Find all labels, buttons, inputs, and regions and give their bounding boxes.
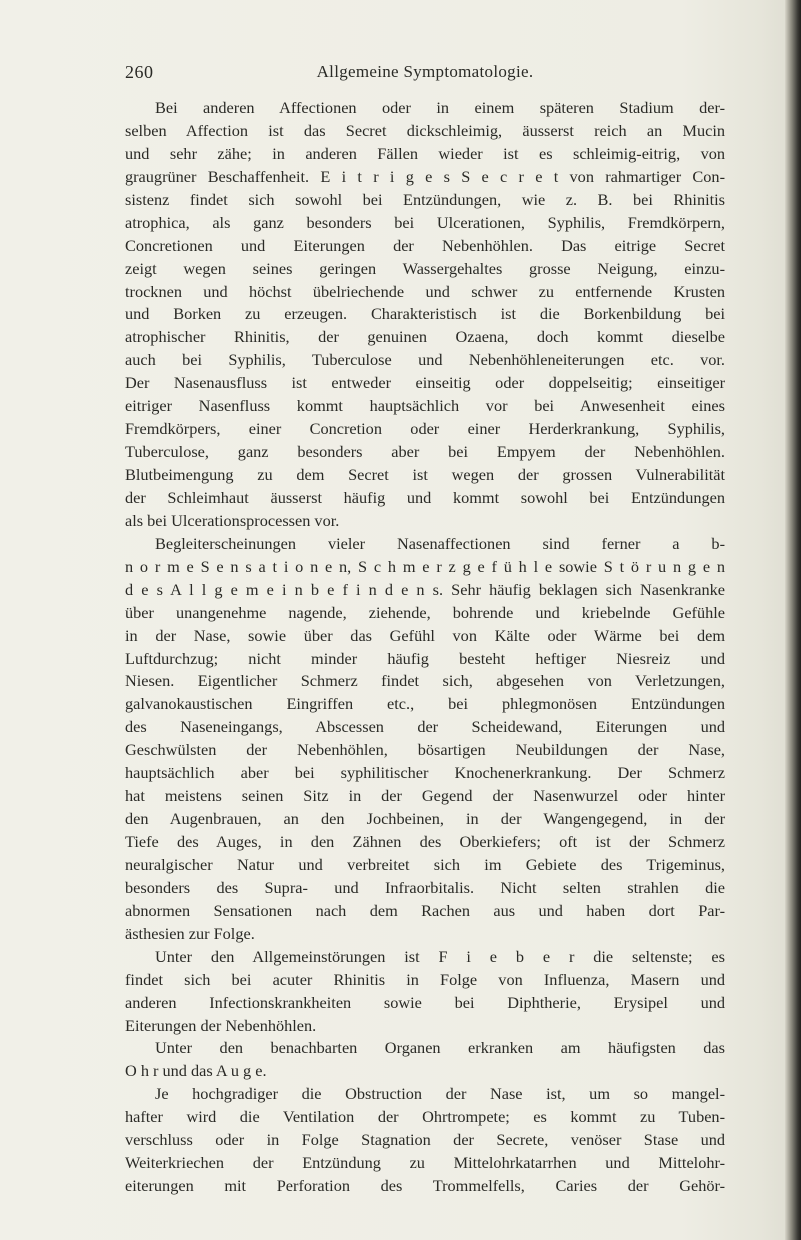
text-line: auch bei Syphilis, Tuberculose und Nebenhöhleneiterungen etc. vor. [125, 350, 725, 370]
text-line: als bei Ulcerationsprocessen vor. [125, 510, 340, 530]
text-line: eiterungen mit Perforation des Trommelfells, Caries der Gehör- [125, 1176, 725, 1196]
text-line: trocknen und höchst übelriechende und schwer zu entfernende Krusten [125, 281, 725, 301]
text-line: Unter den benachbarten Organen erkranken am häufigsten das [155, 1038, 725, 1058]
text-line: Concretionen und Eiterungen der Nebenhöhlen. Das eitrige Secret [125, 235, 725, 255]
page-edge-shadow [785, 0, 801, 1240]
text-line: über unangenehme nagende, ziehende, bohrende und kriebelnde Gefühle [125, 602, 725, 622]
text-line: n o r m e S e n s a t i o n e n, S c h m e r z g e f ü h l e sowie S t ö r u n g e n [125, 556, 725, 576]
text-line: Blutbeimengung zu dem Secret ist wegen der grossen Vulnerabilität [125, 465, 725, 484]
text-line: galvanokaustischen Eingriffen etc., bei phlegmonösen Entzündungen [125, 694, 725, 714]
text-line: eitriger Nasenfluss kommt hauptsächlich vor bei Anwesenheit eines [125, 396, 725, 416]
text-line: besonders des Supra- und Infraorbitalis. Nicht selten strahlen die [125, 877, 725, 897]
text-line: Der Nasenausfluss ist entweder einseitig oder doppelseitig; einseitiger [125, 373, 725, 393]
text-line: Eiterungen der Nebenhöhlen. [125, 1015, 317, 1035]
text-line: Tiefe des Auges, in den Zähnen des Oberkiefers; oft ist der Schmerz [125, 832, 725, 851]
text-line: Fremdkörpers, einer Concretion oder einer Herderkrankung, Syphilis, [125, 419, 725, 439]
text-line: Je hochgradiger die Obstruction der Nase ist, um so mangel- [155, 1084, 725, 1104]
text-line: atrophischer Rhinitis, der genuinen Ozaena, doch kommt dieselbe [125, 327, 725, 347]
text-line: selben Affection ist das Secret dickschleimig, äusserst reich an Mucin [125, 120, 725, 140]
text-line: graugrüner Beschaffenheit. E i t r i g e s S e c r e t von rahmartiger Con- [125, 166, 725, 186]
text-line: Bei anderen Affectionen oder in einem späteren Stadium der- [155, 98, 725, 117]
text-line: atrophica, als ganz besonders bei Ulcerationen, Syphilis, Fremdkörpern, [125, 212, 725, 232]
page-number: 260 [125, 62, 154, 82]
text-line: Geschwülsten der Nebenhöhlen, bösartigen Neubildungen der Nase, [125, 740, 725, 760]
body-text [125, 97, 725, 1198]
text-line: sistenz findet sich sowohl bei Entzündungen, wie z. B. bei Rhinitis [125, 189, 725, 209]
running-head: Allgemeine Symptomatologie. [316, 62, 534, 81]
text-line: des Naseneingangs, Abscessen der Scheidewand, Eiterungen und [125, 717, 725, 737]
text-line: O h r und das A u g e. [125, 1061, 267, 1081]
text-line: neuralgischer Natur und verbreitet sich im Gebiete des Trigeminus, [125, 854, 725, 874]
text-line: findet sich bei acuter Rhinitis in Folge von Influenza, Masern und [125, 969, 725, 989]
text-line: in der Nase, sowie über das Gefühl von Kälte oder Wärme bei dem [125, 625, 725, 645]
text-line: den Augenbrauen, an den Jochbeinen, in der Wangengegend, in der [125, 809, 725, 829]
text-line: hat meistens seinen Sitz in der Gegend der Nasenwurzel oder hinter [125, 786, 725, 806]
text-line: Niesen. Eigentlicher Schmerz findet sich, abgesehen von Verletzungen, [125, 671, 725, 691]
text-line: abnormen Sensationen nach dem Rachen aus und haben dort Par- [125, 900, 725, 920]
text-line: und sehr zähe; in anderen Fällen wieder ist es schleimig-eitrig, von [125, 143, 725, 163]
text-line: Tuberculose, ganz besonders aber bei Empyem der Nebenhöhlen. [125, 442, 725, 462]
text-line: verschluss oder in Folge Stagnation der Secrete, venöser Stase und [125, 1130, 725, 1150]
text-line: hauptsächlich aber bei syphilitischer Knochenerkrankung. Der Schmerz [125, 763, 725, 783]
text-line: Begleiterscheinungen vieler Nasenaffectionen sind ferner a b- [155, 533, 725, 553]
text-line: hafter wird die Ventilation der Ohrtrompete; es kommt zu Tuben- [125, 1107, 725, 1127]
text-line: und Borken zu erzeugen. Charakteristisch ist die Borkenbildung bei [125, 304, 725, 324]
text-line: Unter den Allgemeinstörungen ist F i e b e r die seltenste; es [155, 946, 725, 966]
text-line: zeigt wegen seines geringen Wassergehaltes grosse Neigung, einzu- [125, 258, 725, 278]
text-line: der Schleimhaut äusserst häufig und kommt sowohl bei Entzündungen [125, 487, 725, 507]
page-header [125, 62, 725, 86]
text-line: d e s A l l g e m e i n b e f i n d e n s. Sehr häufig beklagen sich Nasenkranke [125, 579, 725, 599]
text-line: Luftdurchzug; nicht minder häufig besteht heftiger Niesreiz und [125, 648, 725, 668]
text-line: Weiterkriechen der Entzündung zu Mittelohrkatarrhen und Mittelohr- [125, 1153, 725, 1173]
text-line: anderen Infectionskrankheiten sowie bei Diphtherie, Erysipel und [125, 992, 725, 1012]
text-line: ästhesien zur Folge. [125, 923, 255, 943]
